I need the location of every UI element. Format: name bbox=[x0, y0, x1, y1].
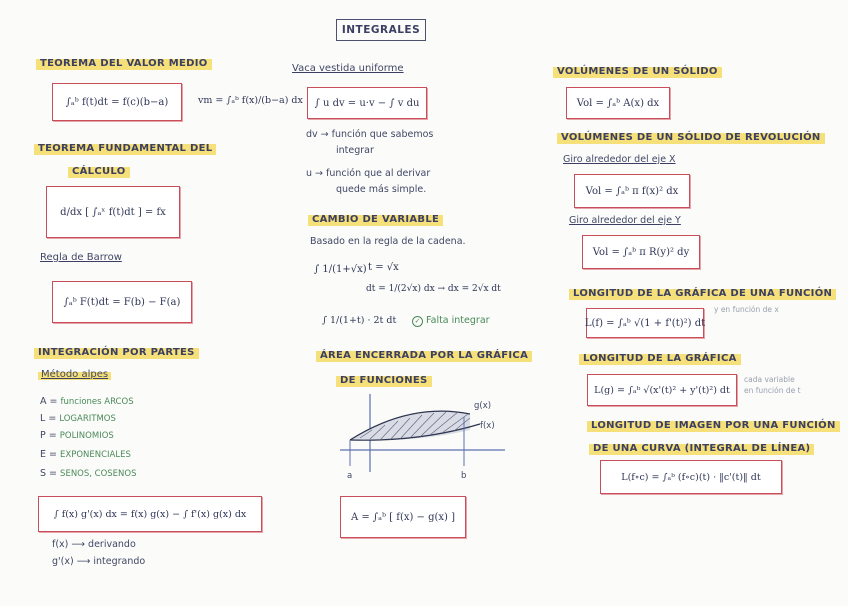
area-formula-box bbox=[340, 496, 466, 538]
alpes-item bbox=[40, 468, 137, 480]
fx-derivando: f(x) ⟶ derivando bbox=[52, 539, 136, 550]
barrow-formula-box bbox=[52, 281, 192, 323]
cv-differential: dt = 1/(2√x) dx → dx = 2√x dt bbox=[366, 284, 501, 294]
barrow-formula: ∫ₐᵇ F(t)dt = F(b) − F(a) bbox=[63, 296, 181, 308]
parts-formula: ∫ f(x) g'(x) dx = f(x) g(x) − ∫ f'(x) g(x) dx bbox=[53, 508, 247, 520]
alpes-item bbox=[40, 449, 131, 461]
giro-x-label: Giro alrededor del eje X bbox=[563, 154, 676, 165]
alpes-heading: Método alpes bbox=[38, 369, 111, 381]
tvm-formula-box bbox=[52, 83, 182, 121]
alpes-item bbox=[40, 430, 114, 442]
limg-heading-line1: LONGITUD DE IMAGEN POR UNA FUNCIÓN bbox=[587, 418, 840, 433]
longg-note1: cada variable bbox=[744, 375, 795, 384]
graph-label-f: f(x) bbox=[480, 421, 495, 431]
alpes-text: LOGARITMOS bbox=[59, 414, 116, 424]
graph-label-a: a bbox=[347, 471, 353, 481]
area-heading-line1: ÁREA ENCERRADA POR LA GRÁFICA bbox=[316, 348, 532, 363]
gx-integrando: g'(x) ⟶ integrando bbox=[52, 556, 146, 567]
area-formula: A = ∫ₐᵇ [ f(x) − g(x) ] bbox=[350, 511, 456, 523]
tvm-formula: ∫ₐᵇ f(t)dt = f(c)(b−a) bbox=[65, 96, 169, 108]
volrev-heading: VOLÚMENES DE UN SÓLIDO DE REVOLUCIÓN bbox=[557, 130, 825, 145]
vol-heading: VOLÚMENES DE UN SÓLIDO bbox=[553, 64, 722, 79]
limg-formula-box bbox=[600, 460, 782, 494]
check-circle-icon: ✓ bbox=[412, 316, 423, 327]
graph-label-b: b bbox=[461, 471, 467, 481]
vaca-formula: ∫ u dv = u·v − ∫ v du bbox=[314, 97, 420, 109]
barrow-heading: Regla de Barrow bbox=[40, 252, 122, 263]
giro-y-label: Giro alrededor del eje Y bbox=[569, 215, 681, 226]
cv-integral: ∫ 1/(1+√x) bbox=[314, 264, 367, 275]
vaca-heading: Vaca vestida uniforme bbox=[292, 63, 404, 74]
longg-formula: L(g) = ∫ₐᵇ √(x'(t)² + y'(t)²) dt bbox=[594, 384, 730, 396]
giro-x-formula: Vol = ∫ₐᵇ π f(x)² dx bbox=[585, 185, 679, 197]
tvm-vm-formula: vm = ∫ₐᵇ f(x)/(b−a) dx bbox=[198, 95, 303, 106]
alpes-text: EXPONENCIALES bbox=[60, 450, 131, 460]
tfc-heading-line2: CÁLCULO bbox=[68, 164, 130, 179]
cambio-text: Basado en la regla de la cadena. bbox=[310, 236, 466, 247]
alpes-text: POLINOMIOS bbox=[59, 431, 114, 441]
parts-heading: INTEGRACIÓN POR PARTES bbox=[34, 345, 199, 360]
area-heading-line2: DE FUNCIONES bbox=[336, 373, 432, 388]
alpes-letter: A = bbox=[40, 396, 58, 407]
long-formula: L(f) = ∫ₐᵇ √(1 + f'(t)²) dt bbox=[584, 317, 706, 329]
long-formula-box bbox=[586, 308, 704, 338]
longg-formula-box bbox=[587, 374, 737, 406]
alpes-item bbox=[40, 413, 116, 425]
long-note: y en función de x bbox=[714, 305, 779, 314]
tfc-formula-box bbox=[46, 186, 180, 238]
long-heading: LONGITUD DE LA GRÁFICA DE UNA FUNCIÓN bbox=[569, 286, 836, 301]
vaca-formula-box bbox=[307, 87, 427, 119]
graph-label-g: g(x) bbox=[474, 401, 492, 411]
tvm-heading: TEOREMA DEL VALOR MEDIO bbox=[36, 56, 212, 71]
alpes-letter: S = bbox=[40, 468, 58, 479]
vol-formula: Vol = ∫ₐᵇ A(x) dx bbox=[576, 97, 660, 109]
longg-heading: LONGITUD DE LA GRÁFICA bbox=[579, 351, 741, 366]
alpes-letter: E = bbox=[40, 449, 57, 460]
cambio-heading: CAMBIO DE VARIABLE bbox=[308, 212, 443, 227]
alpes-letter: L = bbox=[40, 413, 57, 424]
limg-formula: L(f∘c) = ∫ₐᵇ (f∘c)(t) · ‖c'(t)‖ dt bbox=[621, 471, 761, 483]
cv-falta-text: Falta integrar bbox=[426, 315, 490, 326]
dv-line1: dv → función que sabemos bbox=[306, 129, 434, 140]
alpes-item bbox=[40, 396, 134, 408]
dv-line2: integrar bbox=[336, 145, 374, 156]
alpes-text: funciones ARCOS bbox=[60, 397, 134, 407]
tfc-heading-line1: TEOREMA FUNDAMENTAL DEL bbox=[34, 141, 216, 156]
parts-formula-box bbox=[38, 496, 262, 532]
giro-y-formula-box bbox=[582, 235, 700, 269]
cv-result: ∫ 1/(1+t) · 2t dt bbox=[322, 315, 397, 326]
longg-note2: en función de t bbox=[744, 386, 801, 395]
u-line2: quede más simple. bbox=[336, 184, 427, 195]
cv-falta bbox=[412, 315, 490, 327]
limg-heading-line2: DE UNA CURVA (INTEGRAL DE LÍNEA) bbox=[589, 441, 814, 456]
giro-x-formula-box bbox=[574, 174, 690, 208]
vol-formula-box bbox=[566, 87, 670, 119]
page-title: INTEGRALES bbox=[336, 19, 426, 41]
cv-substitution: t = √x bbox=[368, 262, 399, 273]
u-line1: u → función que al derivar bbox=[306, 168, 431, 179]
alpes-text: SENOS, COSENOS bbox=[60, 469, 137, 479]
alpes-letter: P = bbox=[40, 430, 57, 441]
tfc-formula: d/dx [ ∫ₐˣ f(t)dt ] = fx bbox=[60, 206, 166, 218]
giro-y-formula: Vol = ∫ₐᵇ π R(y)² dy bbox=[592, 246, 690, 258]
